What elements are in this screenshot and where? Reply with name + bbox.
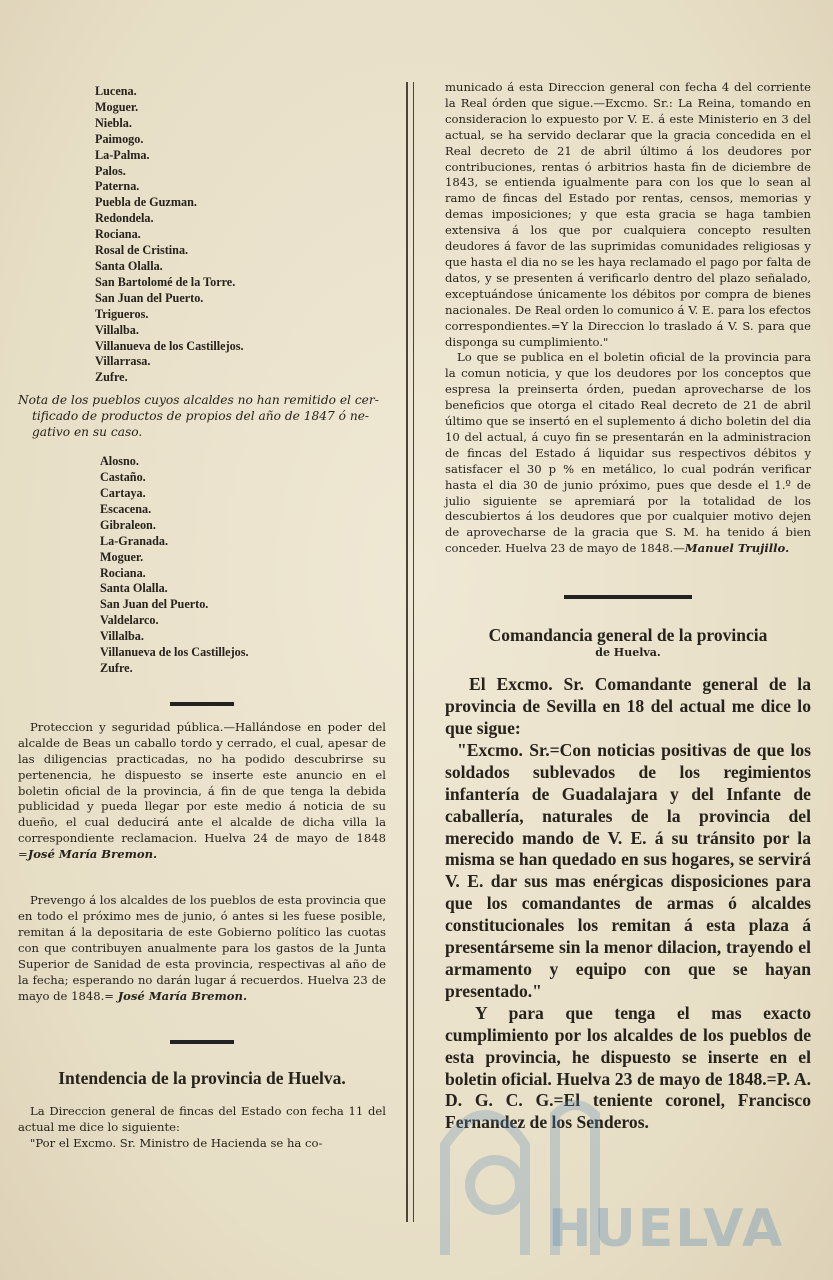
list-item: San Juan del Puerto.: [95, 290, 204, 305]
list-item: Rociana.: [100, 565, 146, 580]
list-item: Villalba.: [100, 629, 144, 644]
towns-list-second: [100, 454, 386, 677]
list-item: Gibraleon.: [100, 517, 156, 532]
publica-text: Lo que se publica en el boletin oficial de la provincia para la comun noticia, y que los deudores por los conceptos que espresa la preinserta órden, puedan aprovecharse de los beneficios que otorga el citado Real decreto de 21 de abril último que se insertó en el suplemento á dicho boletin del dia 10 del actual, á cuyo fin se presentarán en la administracion de fincas del Estado á liquidar sus respectivos débitos y satisfacer el 30 p % en metálico, lo cual podrán verificar hasta el dia 30 de junio próximo, pues que desde el 1.º de julio siguiente se apremiará por la totalidad de los descubiertos á los deudores que por cualquier motivo dejen de aprovecharse de la gracia que S. M. ha tenido á bien conceder. Huelva 23 de mayo de 1848.—: [445, 350, 811, 556]
list-item: San Juan del Puerto.: [100, 597, 209, 612]
list-item: Redondela.: [95, 211, 154, 226]
list-item: Zufre.: [100, 661, 133, 675]
prevengo-signature: José María Bremon.: [117, 988, 248, 1003]
list-item: Santa Olalla.: [100, 581, 168, 596]
nota-line-3: gativo en su caso.: [32, 425, 143, 440]
list-item: Paimogo.: [95, 131, 144, 146]
spacer: [18, 863, 386, 893]
list-item: Alosno.: [100, 454, 139, 469]
list-item: Zufre.: [95, 370, 128, 385]
list-item: La-Palma.: [95, 147, 150, 162]
list-item: Castaño.: [100, 470, 146, 485]
list-item: Cartaya.: [100, 486, 146, 501]
list-item: Puebla de Guzman.: [95, 195, 197, 210]
list-item: Palos.: [95, 163, 126, 178]
list-item: La-Granada.: [100, 533, 169, 548]
comandancia-closing: Y para que tenga el mas exacto cumplimiento por los alcaldes de los pueblos de esta provincia, he dispuesto se inserte en el boletin oficial. Huelva 23 de mayo de 1848.=P. A. D. G. C. G.=El teniente coronel, Francisco Fernandez de los Senderos.: [445, 1002, 811, 1133]
list-item: Rosal de Cristina.: [95, 243, 189, 258]
nota-line-2: tificado de productos de propios del año de 1847 ó ne-: [32, 409, 370, 424]
list-item: Villalba.: [95, 322, 139, 337]
proteccion-signature: José María Bremon.: [27, 847, 158, 862]
intendencia-quote-start: "Por el Excmo. Sr. Ministro de Hacienda se ha co-: [30, 1136, 323, 1151]
list-item: Niebla.: [95, 115, 132, 130]
nota-line-1: Nota de los pueblos cuyos alcaldes no han remitido el cer-: [18, 393, 379, 408]
comandancia-heading: Comandancia general de la provincia: [488, 625, 768, 646]
list-item: Valdelarco.: [100, 613, 159, 628]
proteccion-text: Proteccion y seguridad pública.—Hallándose en poder del alcalde de Beas un caballo tordo y cerrado, el cual, apesar de las diligencias practicadas, no ha podido descubrirse su pertenencia, he dispuesto se inserte este anuncio en el boletin oficial de la provincia, á fin de que tenga la debida publicidad y pueda llegar por este medio á noticia de su dueño, el cual deducirá ante el alcalde de dicha villa la correspondiente reclamacion. Huelva 24 de mayo de 1848 =: [18, 719, 386, 862]
section-separator: [170, 1040, 234, 1044]
list-item: Rociana.: [95, 227, 141, 242]
left-column: [18, 84, 386, 1152]
comandancia-subheading: de Huelva.: [595, 646, 661, 660]
list-item: Villarrasa.: [95, 354, 151, 369]
list-item: Moguer.: [100, 549, 144, 564]
publica-paragraph: [445, 350, 811, 557]
section-separator: [564, 595, 692, 599]
prevengo-text: Prevengo á los alcaldes de los pueblos de esta provincia que en todo el próximo mes de junio, ó antes si les fuese posible, remitan á la depositaria de este Gobierno político las cuotas con que contribuyen anualmente para los gastos de la Junta Superior de Sanidad de esta provincia, respectivas al año de la fecha; esperando no darán lugar á recuerdos. Huelva 23 de mayo de 1848.=: [18, 893, 386, 1003]
list-item: Villanueva de los Castillejos.: [95, 338, 244, 353]
list-item: Moguer.: [95, 99, 139, 114]
list-item: Trigueros.: [95, 306, 149, 321]
intendencia-heading: Intendencia de la provincia de Huelva.: [58, 1068, 346, 1089]
intendencia-intro: La Direccion general de fincas del Estado con fecha 11 del actual me dice lo siguiente:: [18, 1104, 386, 1135]
list-item: Escacena.: [100, 501, 152, 516]
comandancia-quote: "Excmo. Sr.=Con noticias positivas de que los soldados sublevados de los regimientos infantería de Guadalajara y del Infante de caballería, naturales de la provincia del merecido mando de V. E. á su tránsito por la misma se han quedado en sus hogares, se servirá V. E. dar sus mas enérgicas disposiciones para que los comandantes de armas ó alcaldes constitucionales los remitan á esta plaza á presentárseme sin la menor dilacion, trayendo el armamento y equipo con que se hayan presentado.": [445, 739, 811, 1001]
proteccion-paragraph: [18, 720, 386, 863]
column-divider: [406, 82, 408, 1222]
list-item: San Bartolomé de la Torre.: [95, 274, 236, 289]
towns-list-first: [95, 84, 386, 386]
list-item: Santa Olalla.: [95, 258, 163, 273]
list-item: Paterna.: [95, 179, 140, 194]
list-item: Lucena.: [95, 84, 137, 98]
right-column: [445, 80, 811, 1134]
list-item: Villanueva de los Castillejos.: [100, 645, 249, 660]
comandancia-intro: El Excmo. Sr. Comandante general de la provincia de Sevilla en 18 del actual me dice lo que sigue:: [445, 674, 811, 738]
publica-signature: Manuel Trujillo.: [684, 541, 790, 556]
watermark-text: HUELVA: [548, 1199, 785, 1259]
prevengo-paragraph: [18, 893, 386, 1004]
section-separator: [170, 702, 234, 706]
column-divider-thin: [413, 82, 414, 1222]
real-orden-continuation: municado á esta Direccion general con fecha 4 del corriente la Real órden que sigue.—Excmo. Sr.: La Reina, tomando en consideracion lo expuesto por V. E. á este Ministerio en 3 del actual, se ha servido declarar que la gracia concedida en el Real decreto de 21 de abril último á los deudores por contribuciones, rentas ó arbitrios hasta fin de diciembre de 1843, se entienda igualmente para con los que lo sean al ramo de fincas del Estado por rentas, censos, memorias y demas imposiciones; y que esta gracia se haga tambien extensiva á los que por cualquiera concepto resulten deudores á favor de las suprimidas comunidades religiosas y que hasta el dia no se les haya reclamado el pago por falta de datos, y se presenten á verificarlo dentro del plazo señalado, exceptuándose únicamente los débitos por compra de bienes nacionales. De Real orden lo comunico á V. E. para los efectos correspondientes.=Y la Direccion lo traslado á V. S. para que disponga su cumplimiento.": [445, 80, 811, 349]
nota-paragraph: [18, 392, 386, 440]
